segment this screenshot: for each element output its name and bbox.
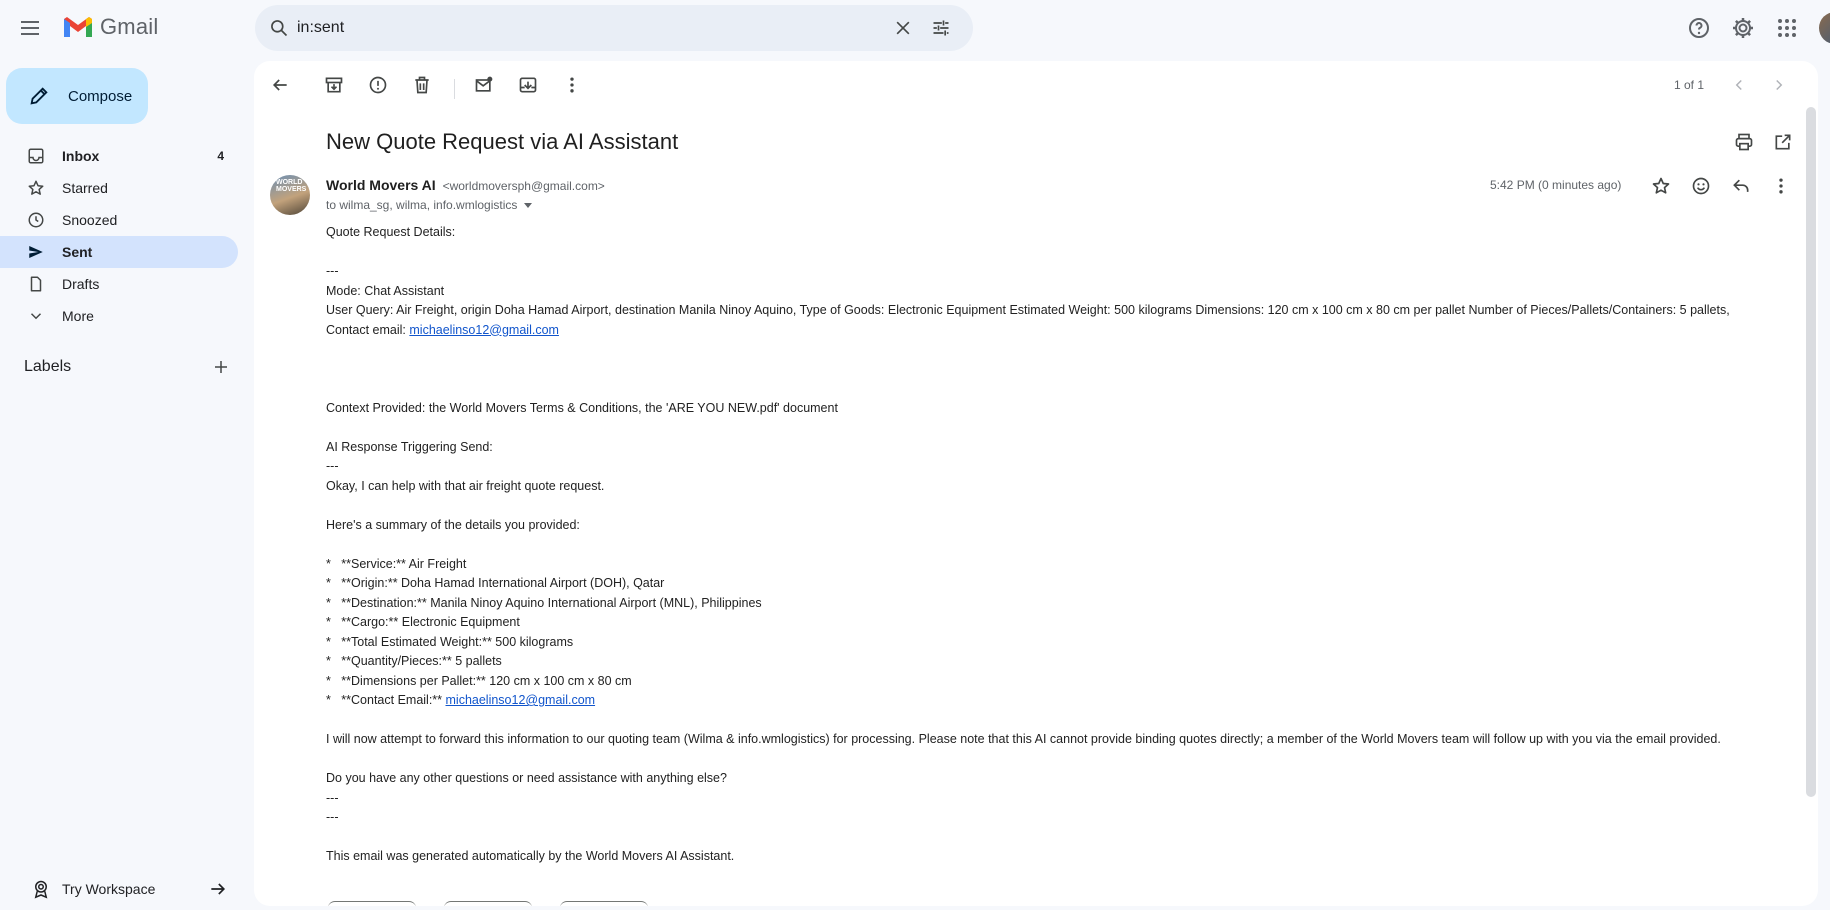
add-label-plus-icon[interactable] <box>212 358 230 376</box>
sidebar-item-label: Inbox <box>62 148 100 164</box>
top-bar <box>0 0 1830 56</box>
message-more-vert-icon[interactable] <box>1771 176 1791 196</box>
app-name: Gmail <box>100 14 159 39</box>
sidebar-item-inbox[interactable] <box>0 140 238 172</box>
body-line: --- <box>326 264 339 278</box>
reply-all-chip[interactable] <box>444 901 532 906</box>
main-menu-icon[interactable] <box>18 16 50 40</box>
delete-trash-icon[interactable] <box>412 75 432 95</box>
sidebar-item-label: Starred <box>62 180 108 196</box>
move-to-icon[interactable] <box>518 75 538 95</box>
arrow-right-icon <box>208 879 228 899</box>
sender-name[interactable]: World Movers AI <box>326 177 436 193</box>
summary-bullet: * **Quantity/Pieces:** 5 pallets <box>326 654 502 668</box>
contact-email-link[interactable]: michaelinso12@gmail.com <box>445 693 596 707</box>
clear-search-icon[interactable] <box>893 18 913 38</box>
body-line: --- <box>326 810 339 824</box>
summary-bullet: * **Dimensions per Pallet:** 120 cm x 100 cm x 80 cm <box>326 673 632 688</box>
archive-icon[interactable] <box>324 75 344 95</box>
avatar-logo-text: WORLD MOVERS <box>276 179 307 193</box>
try-workspace-label: Try Workspace <box>62 881 156 897</box>
summary-bullet: * **Destination:** Manila Ninoy Aquino International Airport (MNL), Philippines <box>326 595 762 610</box>
open-new-window-icon[interactable] <box>1773 132 1793 152</box>
mark-unread-icon[interactable] <box>474 75 494 95</box>
sidebar-item-more[interactable] <box>0 300 238 332</box>
body-line-user-query <box>326 301 1776 340</box>
sidebar-item-snoozed[interactable] <box>0 204 238 236</box>
search-icon[interactable] <box>269 18 289 38</box>
recipients-line[interactable] <box>326 198 533 212</box>
back-arrow-icon[interactable] <box>270 75 290 95</box>
sidebar-item-label: Drafts <box>62 276 100 292</box>
reply-icon[interactable] <box>1731 176 1751 196</box>
body-text: User Query: Air Freight, origin Doha Hamad Airport, destination Manila Ninoy Aquino, Type of Goods: Electronic Equipment Estimated Weight: 500 kilograms Dimensions: 120 cm x 100 cm x 80 cm per pallet Number of Pieces/Pallets/Containers: 5 pallets, Contact email: <box>326 303 1734 337</box>
sidebar-item-label: Snoozed <box>62 212 118 228</box>
body-line: Do you have any other questions or need assistance with anything else? <box>326 771 727 785</box>
newer-chevron-right-icon[interactable] <box>1770 75 1788 95</box>
email-subject: New Quote Request via AI Assistant <box>326 129 679 154</box>
older-chevron-left-icon[interactable] <box>1730 75 1748 95</box>
recipients-text: to wilma_sg, wilma, info.wmlogistics <box>326 198 518 212</box>
chevron-down-icon <box>26 306 46 326</box>
sidebar-nav <box>0 140 238 332</box>
search-options-icon[interactable] <box>931 18 951 38</box>
try-workspace-button[interactable] <box>32 879 228 899</box>
body-line: AI Response Triggering Send: <box>326 439 493 454</box>
summary-bullet <box>326 691 1776 711</box>
gmail-m-icon <box>62 14 94 40</box>
sidebar-item-label: Sent <box>62 244 93 260</box>
body-line: --- <box>326 459 339 473</box>
clock-icon <box>26 210 46 230</box>
sender-info <box>326 177 605 193</box>
reply-chip[interactable] <box>328 901 416 906</box>
gmail-logo[interactable] <box>62 14 158 40</box>
body-line: I will now attempt to forward this information to our quoting team (Wilma & info.wmlogistics) for processing. Please note that this AI cannot provide binding quotes directly; a member of the World Movers team will follow up with you via the email provided. <box>326 732 1721 746</box>
body-line: Quote Request Details: <box>326 225 456 239</box>
more-vert-icon[interactable] <box>562 75 582 95</box>
workspace-badge-icon <box>32 879 50 899</box>
sidebar-item-drafts[interactable] <box>0 268 238 300</box>
inbox-icon <box>26 146 46 166</box>
body-line: Mode: Chat Assistant <box>326 283 445 298</box>
settings-gear-icon[interactable] <box>1731 16 1755 40</box>
star-message-icon[interactable] <box>1651 176 1671 196</box>
pagination-count: 1 of 1 <box>1674 78 1705 92</box>
apps-grid-icon[interactable] <box>1775 16 1799 40</box>
search-bar[interactable] <box>255 5 973 51</box>
body-text: * **Contact Email:** <box>326 693 446 707</box>
pencil-icon <box>28 85 50 107</box>
summary-bullet: * **Origin:** Doha Hamad International Airport (DOH), Qatar <box>326 576 665 590</box>
compose-button[interactable] <box>6 68 148 124</box>
labels-title: Labels <box>24 358 72 375</box>
body-line: Okay, I can help with that air freight quote request. <box>326 478 605 493</box>
labels-header <box>24 358 230 376</box>
body-line: Context Provided: the World Movers Terms & Conditions, the 'ARE YOU NEW.pdf' document <box>326 400 838 415</box>
summary-bullet: * **Total Estimated Weight:** 500 kilograms <box>326 634 574 649</box>
account-avatar[interactable] <box>1819 12 1830 44</box>
help-icon[interactable] <box>1687 16 1711 40</box>
sender-avatar[interactable] <box>270 175 310 215</box>
body-line: --- <box>326 790 339 805</box>
send-icon <box>26 242 46 262</box>
sidebar-item-label: More <box>62 308 94 324</box>
star-icon <box>26 178 46 198</box>
forward-chip[interactable] <box>560 901 648 906</box>
sidebar-item-starred[interactable] <box>0 172 238 204</box>
body-line: This email was generated automatically by the World Movers AI Assistant. <box>326 849 735 863</box>
summary-bullet: * **Cargo:** Electronic Equipment <box>326 615 520 629</box>
sidebar-item-sent[interactable] <box>0 236 238 268</box>
draft-file-icon <box>26 274 46 294</box>
print-icon[interactable] <box>1734 132 1754 152</box>
recipient-details-dropdown-icon[interactable] <box>523 200 533 210</box>
report-spam-icon[interactable] <box>368 75 388 95</box>
inbox-unread-count: 4 <box>217 149 224 163</box>
search-input[interactable]: in:sent <box>297 19 345 36</box>
compose-label: Compose <box>68 87 133 105</box>
email-body <box>326 223 1776 867</box>
body-line: Here's a summary of the details you provided: <box>326 517 580 532</box>
message-timestamp: 5:42 PM (0 minutes ago) <box>1490 178 1622 192</box>
reply-actions-partial <box>328 901 648 906</box>
contact-email-link[interactable]: michaelinso12@gmail.com <box>409 322 559 337</box>
toolbar-divider <box>454 79 455 99</box>
emoji-reaction-icon[interactable] <box>1691 176 1711 196</box>
message-view <box>254 61 1818 906</box>
scrollbar[interactable] <box>1806 107 1816 797</box>
summary-bullet: * **Service:** Air Freight <box>326 556 467 571</box>
sender-email: <worldmoversph@gmail.com> <box>442 179 605 193</box>
